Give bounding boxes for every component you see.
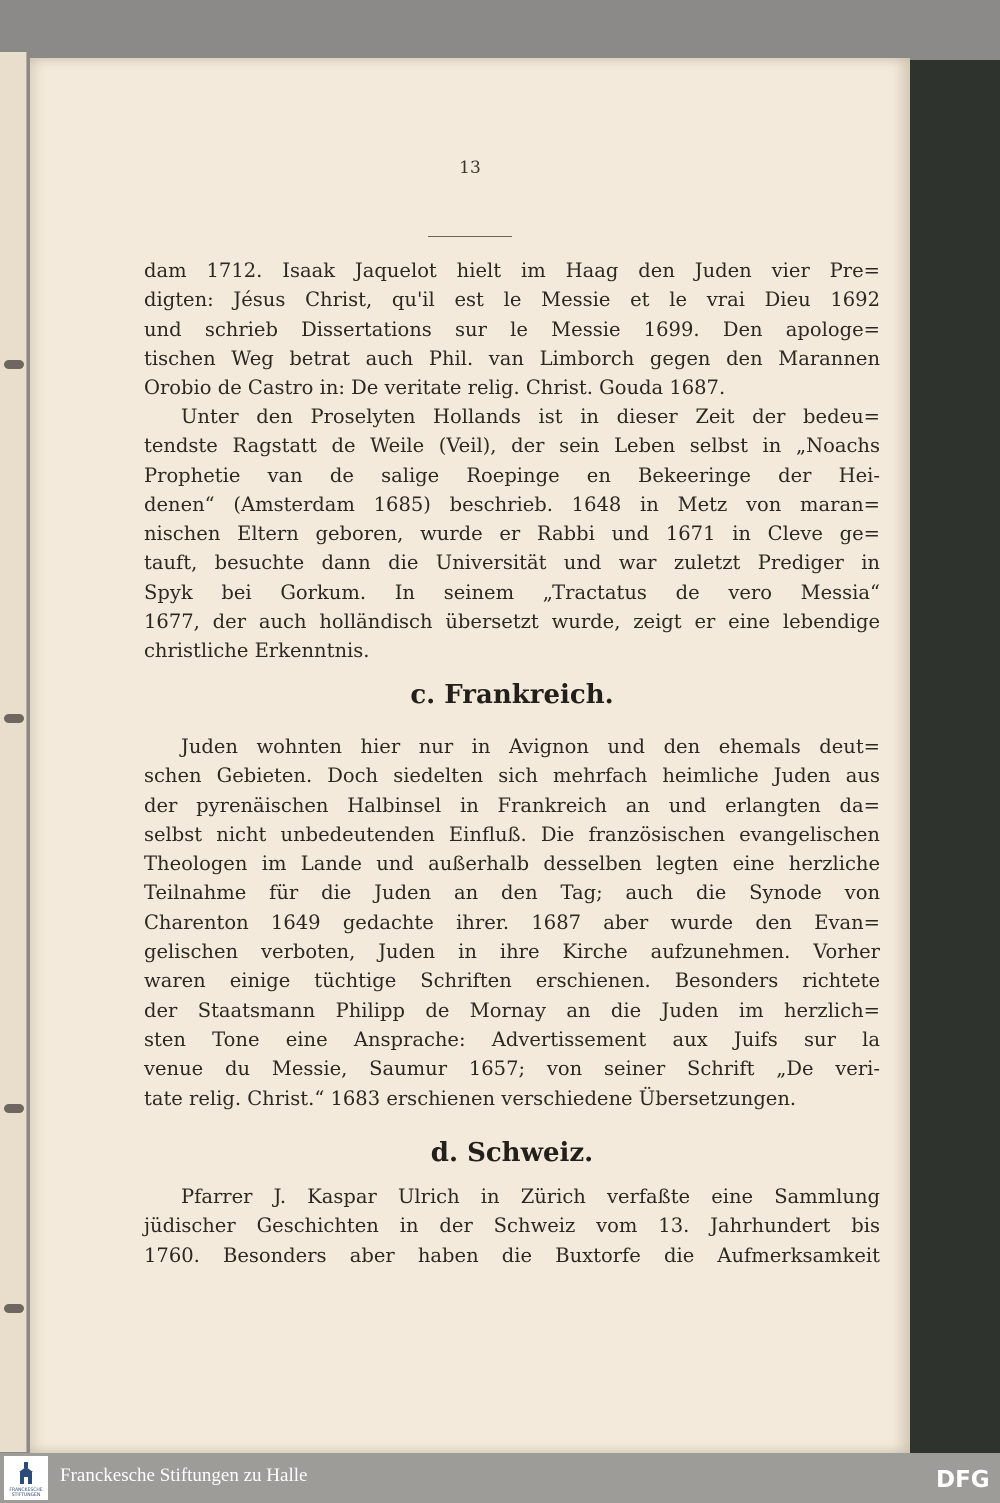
text-line: jüdischer Geschichten in der Schweiz vom 13. Jahrhundert bis [144,1214,880,1238]
text-line: 1760. Besonders aber haben die Buxtorfe die Aufmerksamkeit [144,1243,880,1267]
paragraph [144,256,880,402]
text-line: Unter den Proselyten Hollands ist in dieser Zeit der bedeu= [181,405,880,428]
text-line: Juden wohnten hier nur in Avignon und den ehemals deut= [181,735,880,758]
text-line: Theologen im Lande und außerhalb desselben legten eine herzliche [144,852,880,876]
text-line: selbst nicht unbedeutenden Einfluß. Die französischen evangelischen [144,822,880,846]
text-line: nischen Eltern geboren, wurde er Rabbi und 1671 in Cleve ge= [144,522,880,546]
text-line: digten: Jésus Christ, qu'il est le Messie et le vrai Dieu 1692 [144,288,880,312]
paragraph [144,732,880,1113]
logo-text-line: STIFTUNGEN [11,1493,41,1498]
franckesche-stiftungen-logo[interactable] [4,1456,48,1500]
logo-text-line: FRANCKESCHE [9,1488,43,1493]
text-line: Pfarrer J. Kaspar Ulrich in Zürich verfaßte eine Sammlung [181,1185,880,1208]
text-line: tendste Ragstatt de Weile (Veil), der sein Leben selbst in „Noachs [144,434,880,458]
text-line: denen“ (Amsterdam 1685) beschrieb. 1648 in Metz von maran= [144,492,880,516]
text-line: Spyk bei Gorkum. In seinem „Tractatus de vero Messia“ [144,580,880,604]
binding-ring [4,714,24,723]
section-heading: d. Schweiz. [430,1138,594,1168]
text-line: gelischen verboten, Juden in ihre Kirche aufzunehmen. Vorher [144,940,880,964]
book-cover-right [900,60,1000,1453]
text-line: tischen Weg betrat auch Phil. van Limborch gegen den Marannen [144,346,880,370]
dfg-logo-text: DFG [936,1467,990,1490]
text-line: 1677, der auch holländisch übersetzt wurde, zeigt er eine lebendige [144,610,880,634]
text-line: dam 1712. Isaak Jaquelot hielt im Haag den Juden vier Pre= [144,259,880,282]
text-line: Charenton 1649 gedachte ihrer. 1687 aber wurde den Evan= [144,910,880,934]
viewer-footer [0,1453,1000,1503]
institution-name[interactable]: Franckesche Stiftungen zu Halle [60,1465,308,1486]
text-line: tauft, besuchte dann die Universität und war zuletzt Prediger in [144,551,880,575]
text-line: venue du Messie, Saumur 1657; von seiner Schrift „De veri- [144,1057,880,1081]
page-number-rule [428,236,512,237]
text-line: schen Gebieten. Doch siedelten sich mehrfach heimliche Juden aus [144,764,880,788]
section-heading: c. Frankreich. [410,680,614,710]
paragraph [144,1182,880,1270]
text-line: waren einige tüchtige Schriften erschienen. Besonders richtete [144,969,880,993]
book-page [30,58,910,1453]
building-icon [18,1462,34,1486]
text-line: sten Tone eine Ansprache: Advertissement aux Juifs sur la [144,1027,880,1051]
text-line: der Staatsmann Philipp de Mornay an die Juden im herzlich= [144,998,880,1022]
binding-ring [4,360,24,369]
paragraph [144,402,880,666]
binding-ring [4,1104,24,1113]
page-number: 13 [459,158,481,178]
text-line: der pyrenäischen Halbinsel in Frankreich an und erlangten da= [144,793,880,817]
logo-text [4,1488,48,1498]
text-line: christliche Erkenntnis. [144,639,370,663]
text-line: Teilnahme für die Juden an den Tag; auch die Synode von [144,881,880,905]
dfg-logo-icon[interactable] [936,1466,992,1490]
text-line: Orobio de Castro in: De veritate relig. Christ. Gouda 1687. [144,376,726,400]
book-cover-left [0,52,27,1452]
text-line: tate relig. Christ.“ 1683 erschienen verschiedene Übersetzungen. [144,1086,797,1110]
text-line: Prophetie van de salige Roepinge en Bekeeringe der Hei- [144,463,880,487]
text-line: und schrieb Dissertations sur le Messie 1699. Den apologe= [144,317,880,341]
binding-ring [4,1304,24,1313]
